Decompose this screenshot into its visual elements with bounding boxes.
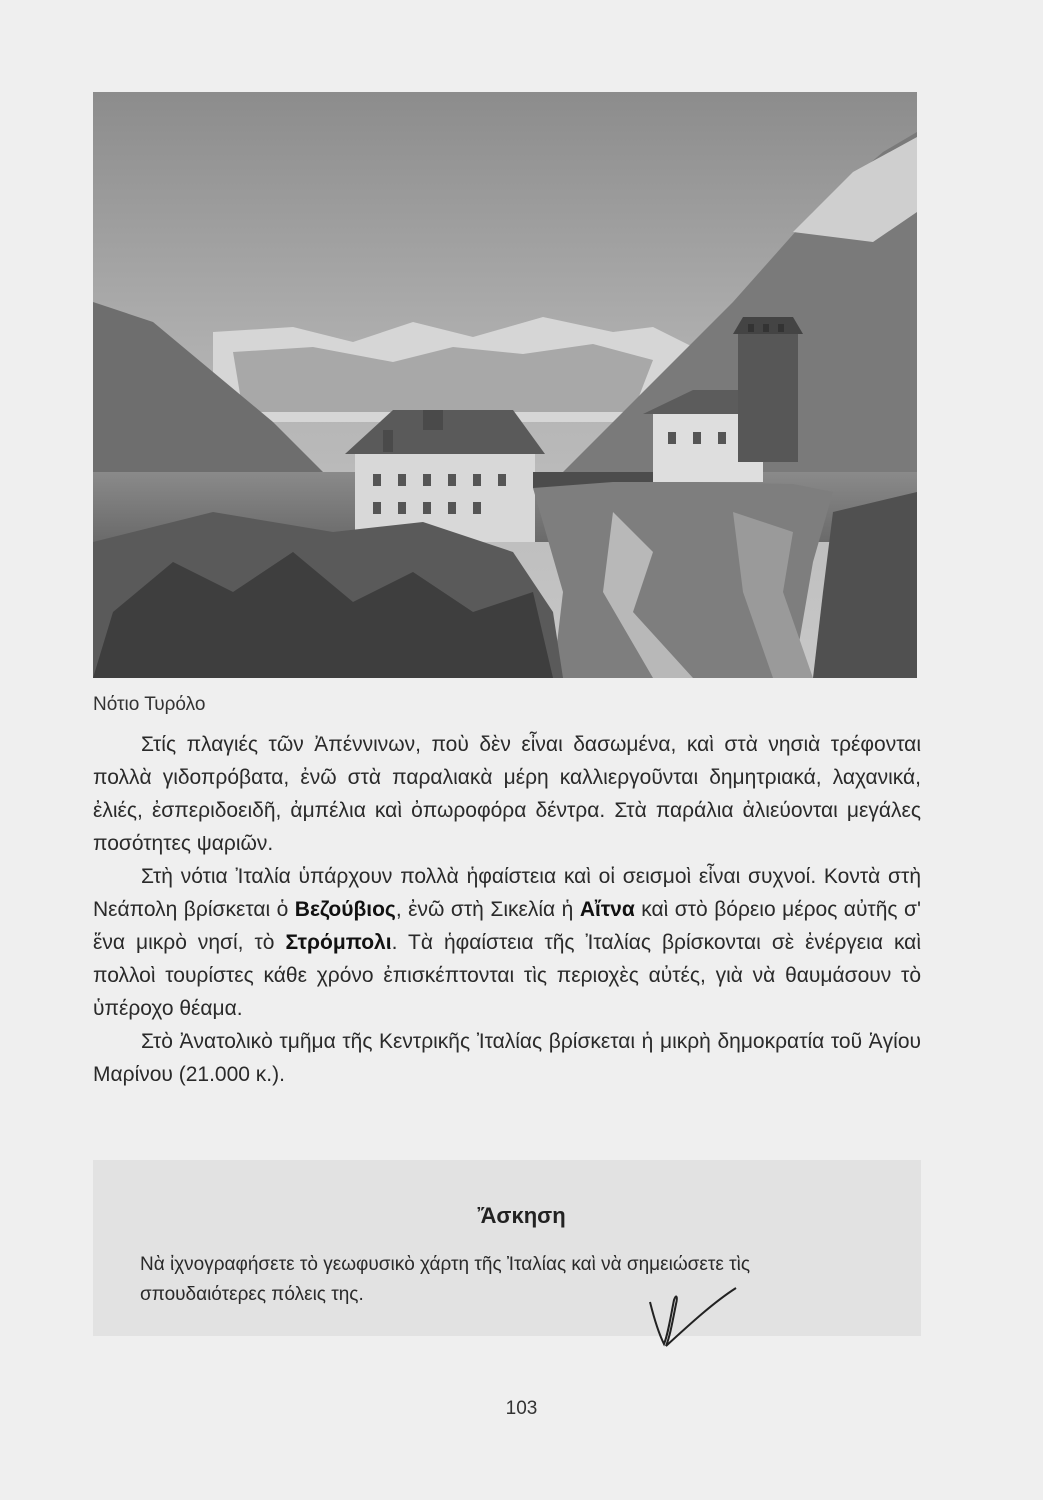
exercise-title: Ἄσκηση (477, 1203, 566, 1228)
castle-photo (93, 92, 917, 678)
photo-caption: Νότιο Τυρόλο (93, 694, 206, 715)
etna-term: Αἴτνα (579, 898, 635, 921)
body-text (93, 728, 921, 1091)
paragraph-san-marino: Στὸ Ἀνατολικὸ τμῆμα τῆς Κεντρικῆς Ἰταλίας βρίσκεται ἡ μικρὴ δημοκρατία τοῦ Ἁγίου Μαρίνου (21.000 κ.). (93, 1030, 921, 1086)
paragraph-volcanoes-text-d: . Τὰ ἡφαίστεια τῆς Ἰταλίας βρίσκονται σὲ ἐνέργεια καὶ πολλοὶ τουρίστες κάθε χρόνο ἐπισκέπτονται τὶς περιοχὲς αὐτές, γιὰ νὰ θαυμάσουν τὸ ὑπέροχο θέαμα. (93, 931, 921, 1020)
paragraph-volcanoes-text-c: καὶ στὸ βόρειο μέρος αὐτῆς σ' ἕνα μικρὸ νησί, τὸ (93, 898, 921, 954)
page-number: 103 (505, 1398, 538, 1419)
stromboli-term: Στρόμπολι (285, 931, 392, 954)
paragraph-volcanoes (93, 860, 921, 1025)
exercise-text: Νὰ ἰχνογραφήσετε τὸ γεωφυσικὸ χάρτη τῆς Ἰταλίας καὶ νὰ σημειώσετε τὶς σπουδαιότερες πόλεις της. (140, 1254, 750, 1305)
handwritten-check-mark (630, 1280, 740, 1350)
vesuvius-term: Βεζούβιος (294, 898, 396, 921)
paragraph-volcanoes-text-b: , ἐνῶ στὴ Σικελία ἡ (395, 898, 580, 921)
paragraph-volcanoes-text-a: Στὴ νότια Ἰταλία ὑπάρχουν πολλὰ ἡφαίστεια καὶ οἱ σεισμοὶ εἶναι συχνοί. Κοντὰ στὴ Νεάπολη βρίσκεται ὁ (93, 865, 921, 921)
paragraph-agriculture: Στίς πλαγιές τῶν Ἀπέννινων, ποὺ δὲν εἶναι δασωμένα, καὶ στὰ νησιὰ τρέφονται πολλὰ γιδοπρόβατα, ἐνῶ στὰ παραλιακὰ μέρη καλλιεργοῦνται δημητριακά, λαχανικά, ἐλιές, ἐσπεριδοειδῆ, ἀμπέλια καὶ ὀπωροφόρα δέντρα. Στὰ παράλια ἀλιεύονται μεγάλες ποσότητες ψαριῶν. (93, 733, 921, 855)
castle-photo-illustration (93, 92, 917, 678)
